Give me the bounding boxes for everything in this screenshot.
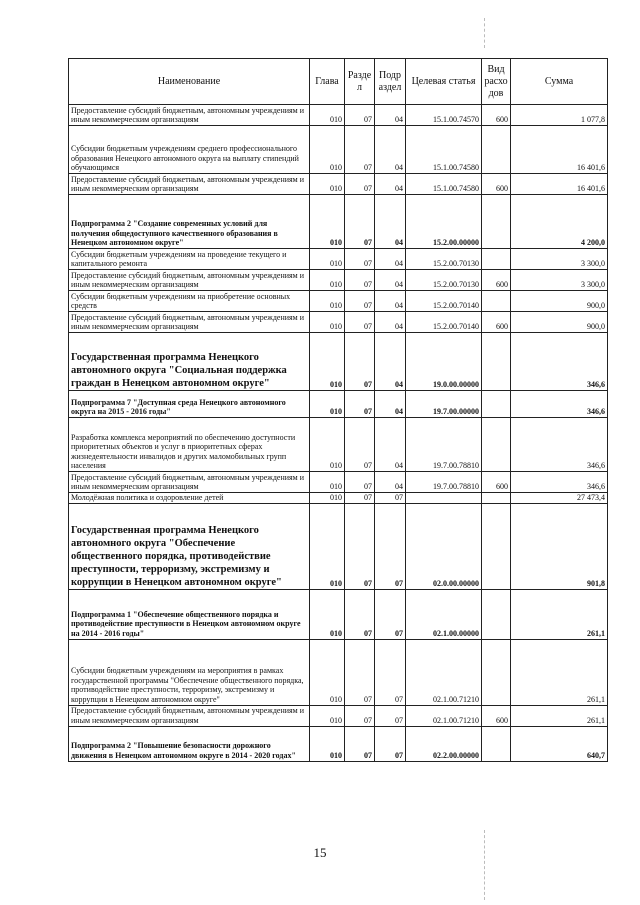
cell-name: Предоставление субсидий бюджетным, автономным учреждениям и иным некоммерческим организациям: [69, 472, 310, 493]
table-row: [69, 493, 608, 504]
cell-podrazdel: 04: [375, 174, 406, 195]
cell-razdel: 07: [345, 503, 375, 589]
table-row: [69, 249, 608, 270]
table-row: [69, 291, 608, 312]
cell-vid: 600: [482, 270, 511, 291]
cell-sum: 640,7: [511, 726, 608, 761]
cell-podrazdel: 07: [375, 493, 406, 504]
cell-glava: 010: [310, 639, 345, 705]
cell-vid: [482, 333, 511, 391]
cell-razdel: 07: [345, 195, 375, 249]
table-row: [69, 333, 608, 391]
header-glava: Глава: [310, 59, 345, 105]
cell-glava: 010: [310, 291, 345, 312]
cell-sum: 3 300,0: [511, 249, 608, 270]
cell-sum: 3 300,0: [511, 270, 608, 291]
cell-vid: [482, 418, 511, 472]
cell-target: 15.2.00.70140: [406, 312, 482, 333]
table-row: [69, 639, 608, 705]
cell-name: Субсидии бюджетным учреждениям среднего профессионального образования Ненецкого автономного округа на выплату стипендий обучающимся: [69, 126, 310, 174]
cell-podrazdel: 04: [375, 291, 406, 312]
table-row: [69, 270, 608, 291]
cell-razdel: 07: [345, 705, 375, 726]
cell-podrazdel: 07: [375, 639, 406, 705]
cell-glava: 010: [310, 195, 345, 249]
cell-podrazdel: 07: [375, 726, 406, 761]
header-podrazdel: Подр аздел: [375, 59, 406, 105]
cell-glava: 010: [310, 589, 345, 639]
cell-name: Субсидии бюджетным учреждениям на приобретение основных средств: [69, 291, 310, 312]
cell-target: 02.1.00.71210: [406, 705, 482, 726]
cell-target: 19.7.00.78810: [406, 472, 482, 493]
cell-razdel: 07: [345, 418, 375, 472]
cell-sum: 900,0: [511, 312, 608, 333]
cell-target: 15.2.00.70130: [406, 249, 482, 270]
cell-vid: 600: [482, 312, 511, 333]
cell-target: 02.2.00.00000: [406, 726, 482, 761]
header-target: Целевая статья: [406, 59, 482, 105]
cell-glava: 010: [310, 333, 345, 391]
cell-podrazdel: 04: [375, 472, 406, 493]
cell-vid: 600: [482, 174, 511, 195]
table-row: [69, 726, 608, 761]
cell-podrazdel: 04: [375, 105, 406, 126]
cell-target: 02.0.00.00000: [406, 503, 482, 589]
table-row: [69, 105, 608, 126]
cell-vid: [482, 639, 511, 705]
scan-artifact-dash: [484, 830, 486, 900]
cell-target: 15.2.00.70140: [406, 291, 482, 312]
cell-podrazdel: 07: [375, 705, 406, 726]
cell-podrazdel: 04: [375, 195, 406, 249]
cell-vid: [482, 391, 511, 418]
cell-podrazdel: 04: [375, 312, 406, 333]
cell-name: Субсидии бюджетным учреждениям на мероприятия в рамках государственной программы "Обеспечение общественного порядка, противодействие преступности, терроризму, экстремизму и коррупции в Ненецком автономном округе": [69, 639, 310, 705]
cell-razdel: 07: [345, 105, 375, 126]
scan-artifact-dash: [484, 18, 486, 48]
cell-glava: 010: [310, 174, 345, 195]
cell-razdel: 07: [345, 493, 375, 504]
cell-razdel: 07: [345, 589, 375, 639]
cell-sum: 16 401,6: [511, 126, 608, 174]
cell-podrazdel: 07: [375, 589, 406, 639]
table-header-row: [69, 59, 608, 105]
cell-glava: 010: [310, 418, 345, 472]
cell-target: 15.1.00.74580: [406, 126, 482, 174]
cell-target: 15.2.00.70130: [406, 270, 482, 291]
cell-vid: [482, 291, 511, 312]
cell-razdel: 07: [345, 639, 375, 705]
cell-target: 19.7.00.78810: [406, 418, 482, 472]
table-row: [69, 174, 608, 195]
cell-target: 02.1.00.71210: [406, 639, 482, 705]
cell-sum: 901,8: [511, 503, 608, 589]
cell-target: 15.1.00.74580: [406, 174, 482, 195]
cell-vid: [482, 726, 511, 761]
cell-name: Предоставление субсидий бюджетным, автономным учреждениям и иным некоммерческим организациям: [69, 105, 310, 126]
cell-name: Подпрограмма 2 "Повышение безопасности дорожного движения в Ненецком автономном округе в 2014 - 2020 годах": [69, 726, 310, 761]
cell-name: Субсидии бюджетным учреждениям на проведение текущего и капитального ремонта: [69, 249, 310, 270]
table-row: [69, 503, 608, 589]
cell-glava: 010: [310, 503, 345, 589]
cell-vid: 600: [482, 105, 511, 126]
cell-glava: 010: [310, 705, 345, 726]
header-razdel: Разде л: [345, 59, 375, 105]
cell-glava: 010: [310, 312, 345, 333]
cell-target: 15.1.00.74570: [406, 105, 482, 126]
cell-sum: 261,1: [511, 639, 608, 705]
cell-vid: 600: [482, 472, 511, 493]
cell-vid: [482, 589, 511, 639]
cell-razdel: 07: [345, 391, 375, 418]
cell-name: Предоставление субсидий бюджетным, автономным учреждениям и иным некоммерческим организациям: [69, 270, 310, 291]
cell-glava: 010: [310, 105, 345, 126]
cell-razdel: 07: [345, 249, 375, 270]
cell-glava: 010: [310, 391, 345, 418]
cell-razdel: 07: [345, 174, 375, 195]
cell-target: 19.0.00.00000: [406, 333, 482, 391]
cell-glava: 010: [310, 472, 345, 493]
cell-razdel: 07: [345, 126, 375, 174]
cell-name: Молодёжная политика и оздоровление детей: [69, 493, 310, 504]
cell-name: Государственная программа Ненецкого автономного округа "Обеспечение общественного порядка, противодействие преступности, терроризму, экстремизму и коррупции в Ненецком автономном округе": [69, 503, 310, 589]
cell-vid: 600: [482, 705, 511, 726]
cell-target: [406, 493, 482, 504]
cell-razdel: 07: [345, 726, 375, 761]
cell-name: Предоставление субсидий бюджетным, автономным учреждениям и иным некоммерческим организациям: [69, 705, 310, 726]
cell-target: 19.7.00.00000: [406, 391, 482, 418]
cell-vid: [482, 503, 511, 589]
cell-glava: 010: [310, 726, 345, 761]
cell-sum: 261,1: [511, 589, 608, 639]
table-row: [69, 195, 608, 249]
cell-razdel: 07: [345, 472, 375, 493]
header-name: Наименование: [69, 59, 310, 105]
cell-podrazdel: 04: [375, 391, 406, 418]
cell-razdel: 07: [345, 270, 375, 291]
cell-name: Государственная программа Ненецкого автономного округа "Социальная поддержка граждан в Ненецком автономном округе": [69, 333, 310, 391]
budget-table: [68, 58, 608, 762]
header-sum: Сумма: [511, 59, 608, 105]
cell-sum: 346,6: [511, 418, 608, 472]
cell-sum: 346,6: [511, 472, 608, 493]
cell-sum: 16 401,6: [511, 174, 608, 195]
cell-target: 02.1.00.00000: [406, 589, 482, 639]
table-row: [69, 472, 608, 493]
table-row: [69, 589, 608, 639]
cell-glava: 010: [310, 493, 345, 504]
cell-glava: 010: [310, 249, 345, 270]
cell-podrazdel: 07: [375, 503, 406, 589]
cell-name: Предоставление субсидий бюджетным, автономным учреждениям и иным некоммерческим организациям: [69, 312, 310, 333]
cell-razdel: 07: [345, 312, 375, 333]
cell-razdel: 07: [345, 333, 375, 391]
table-row: [69, 126, 608, 174]
cell-name: Подпрограмма 7 "Доступная среда Ненецкого автономного округа на 2015 - 2016 годы": [69, 391, 310, 418]
cell-glava: 010: [310, 270, 345, 291]
cell-glava: 010: [310, 126, 345, 174]
cell-sum: 900,0: [511, 291, 608, 312]
cell-podrazdel: 04: [375, 418, 406, 472]
table-row: [69, 312, 608, 333]
cell-name: Подпрограмма 1 "Обеспечение общественного порядка и противодействие преступности в Ненецком автономном округе на 2014 - 2016 годы": [69, 589, 310, 639]
cell-razdel: 07: [345, 291, 375, 312]
cell-sum: 4 200,0: [511, 195, 608, 249]
table-row: [69, 705, 608, 726]
cell-podrazdel: 04: [375, 333, 406, 391]
cell-name: Разработка комплекса мероприятий по обеспечению доступности приоритетных объектов и услуг в приоритетных сферах жизнедеятельности инвалидов и других маломобильных групп населения: [69, 418, 310, 472]
cell-podrazdel: 04: [375, 249, 406, 270]
header-vid: Вид расхо дов: [482, 59, 511, 105]
page-number: 15: [313, 845, 327, 860]
cell-sum: 346,6: [511, 333, 608, 391]
cell-podrazdel: 04: [375, 270, 406, 291]
cell-vid: [482, 249, 511, 270]
cell-name: Предоставление субсидий бюджетным, автономным учреждениям и иным некоммерческим организациям: [69, 174, 310, 195]
cell-sum: 346,6: [511, 391, 608, 418]
cell-target: 15.2.00.00000: [406, 195, 482, 249]
cell-sum: 27 473,4: [511, 493, 608, 504]
cell-sum: 261,1: [511, 705, 608, 726]
cell-vid: [482, 493, 511, 504]
cell-sum: 1 077,8: [511, 105, 608, 126]
cell-vid: [482, 126, 511, 174]
table-row: [69, 418, 608, 472]
cell-name: Подпрограмма 2 "Создание современных условий для получения общедоступного качественного образования в Ненецком автономном округе": [69, 195, 310, 249]
table-row: [69, 391, 608, 418]
cell-podrazdel: 04: [375, 126, 406, 174]
cell-vid: [482, 195, 511, 249]
